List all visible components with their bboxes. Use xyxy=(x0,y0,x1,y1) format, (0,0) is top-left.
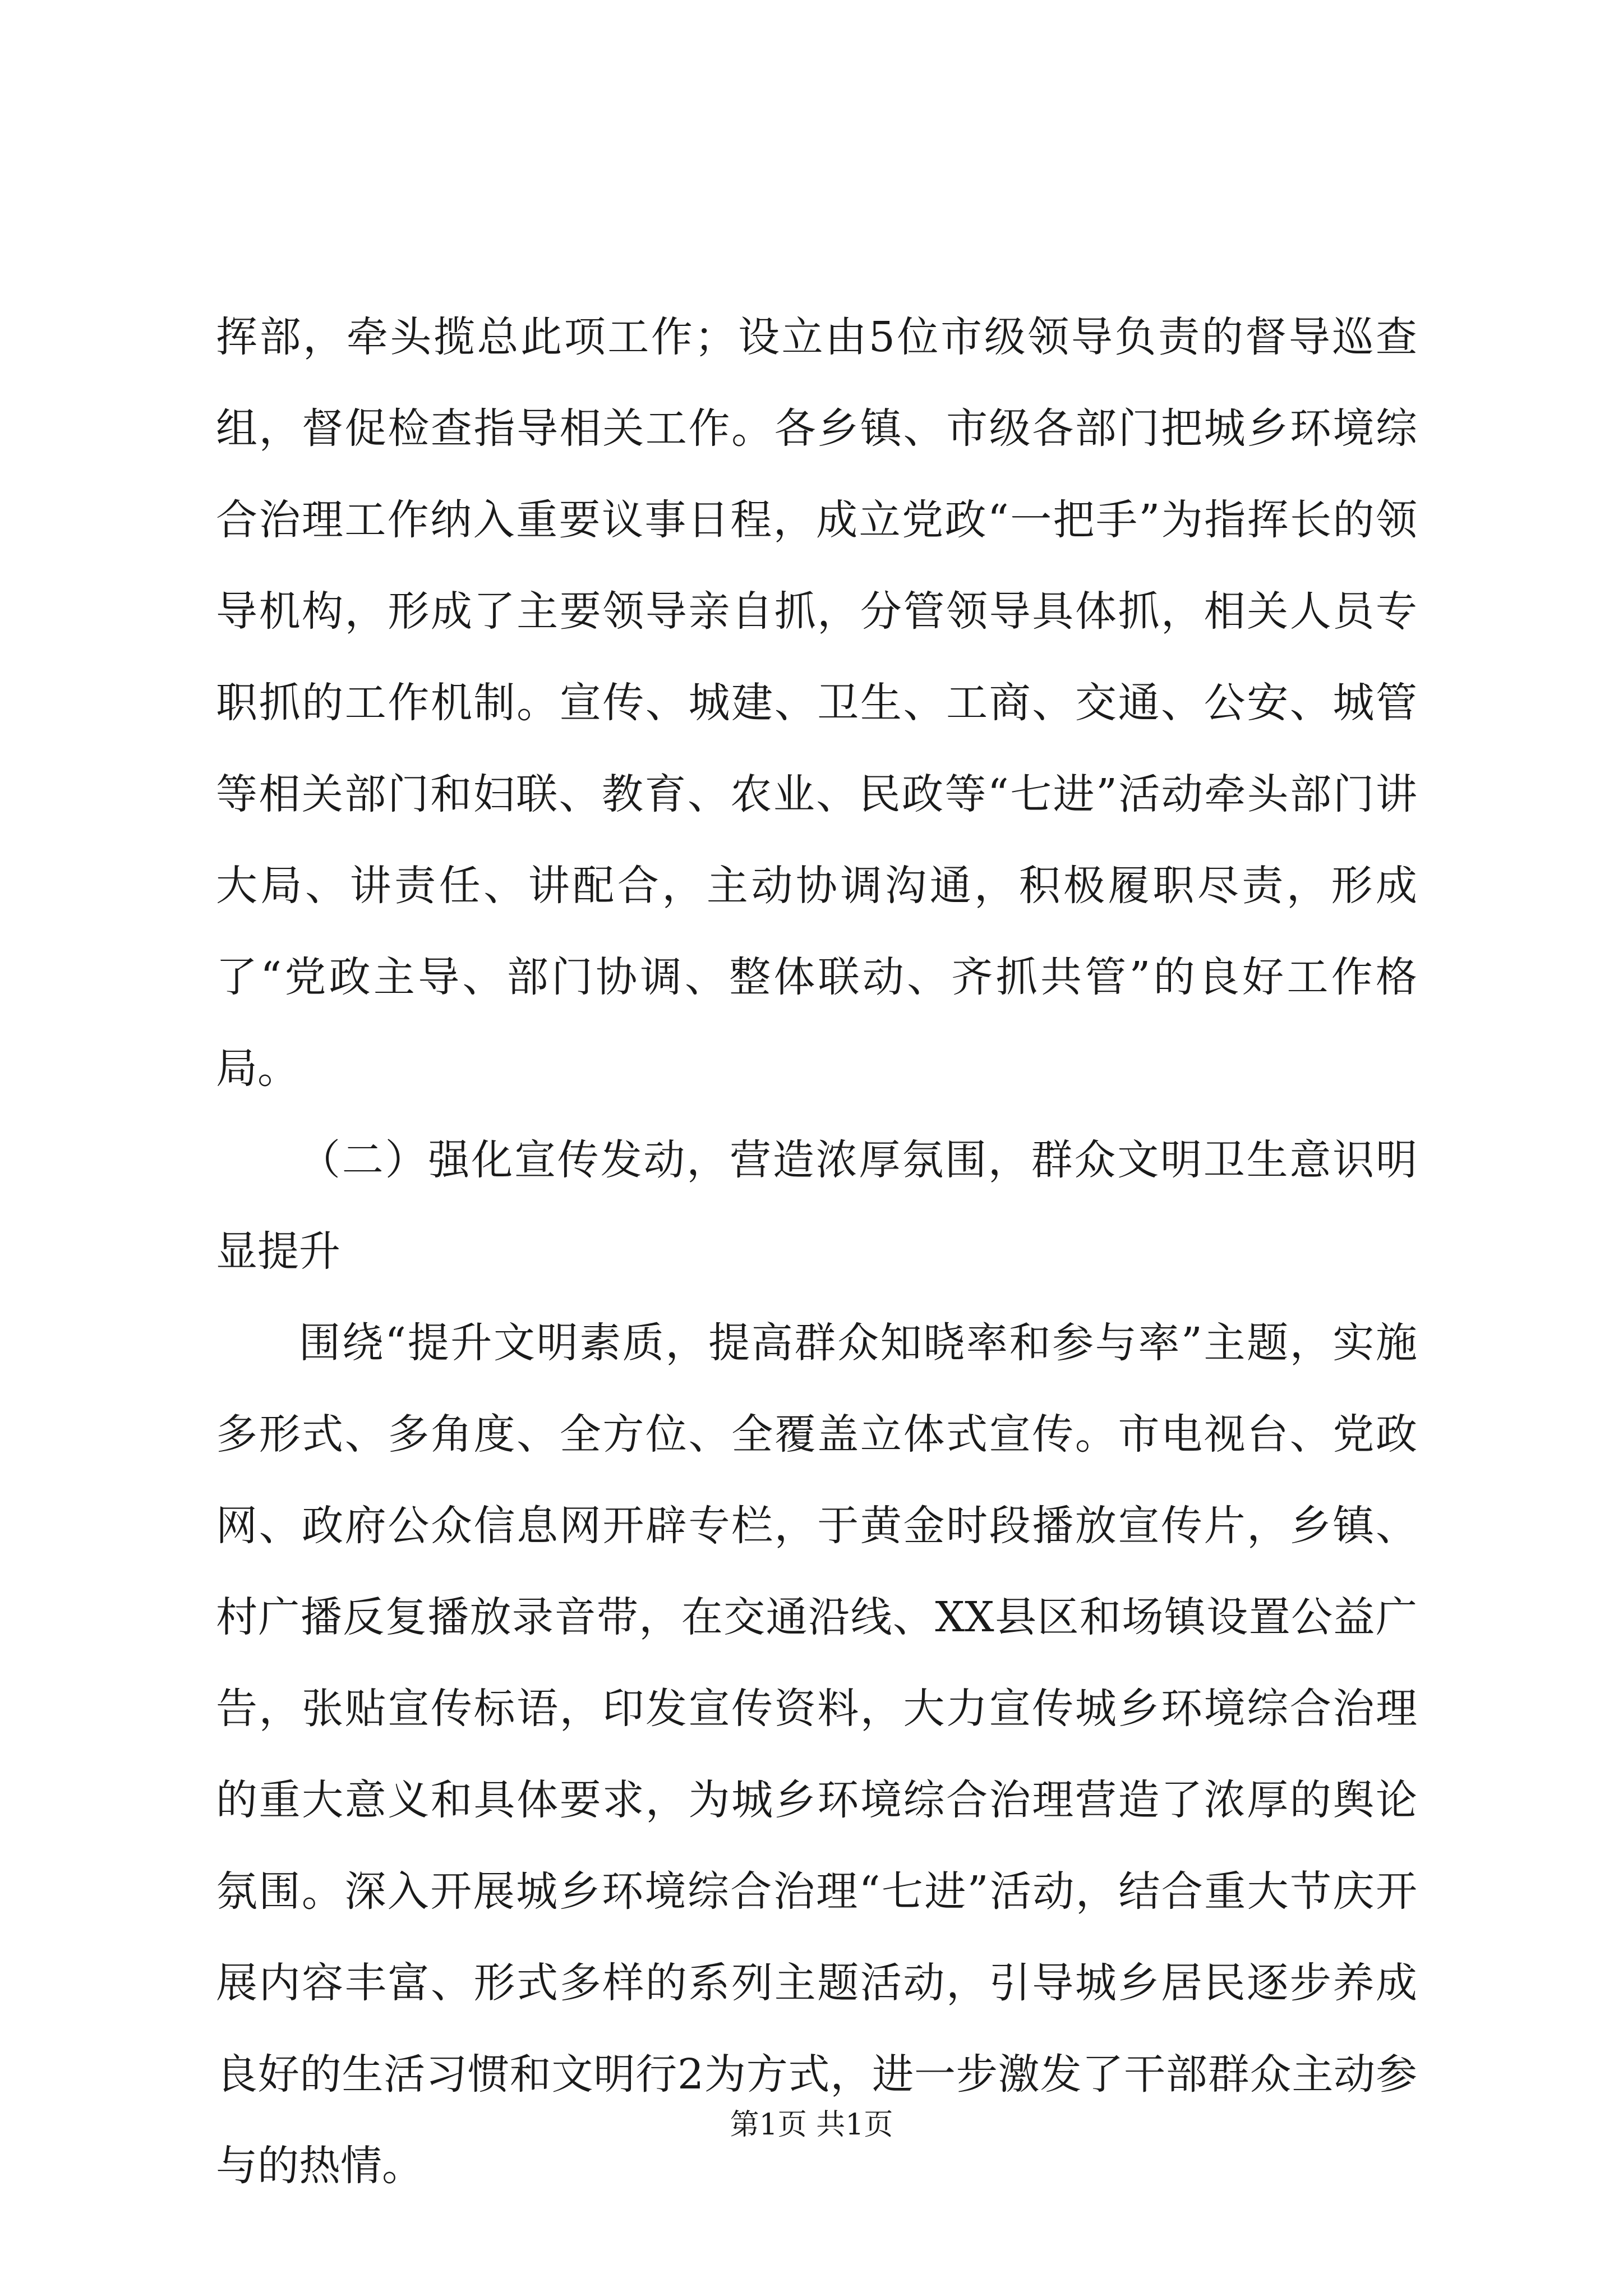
paragraph-continuation: 挥部，牵头揽总此项工作；设立由5位市级领导负责的督导巡查组，督促检查指导相关工作。各乡镇、市级各部门把城乡环境综合治理工作纳入重要议事日程，成立党政“一把手”为指挥长的领导机构，形成了主要领导亲自抓，分管领导具体抓，相关人员专职抓的工作机制。宣传、城建、卫生、工商、交通、公安、城管等相关部门和妇联、教育、农业、民政等“七进”活动牵头部门讲大局、讲责任、讲配合，主动协调沟通，积极履职尽责，形成了“党政主导、部门协调、整体联动、齐抓共管”的良好工作格局。 xyxy=(216,313,1417,1093)
page-footer: 第1页 共1页 xyxy=(730,2108,893,2142)
paragraph-publicity: 围绕“提升文明素质，提高群众知晓率和参与率”主题，实施多形式、多角度、全方位、全覆盖立体式宣传。市电视台、党政网、政府公众信息网开辟专栏，于黄金时段播放宣传片，乡镇、村广播反复播放录音带，在交通沿线、XX县区和场镇设置公益广告，张贴宣传标语，印发宣传资料，大力宣传城乡环境综合治理的重大意义和具体要求，为城乡环境综合治理营造了浓厚的舆论氛围。深入开展城乡环境综合治理“七进”活动，结合重大节庆开展内容丰富、形式多样的系列主题活动，引导城乡居民逐步养成良好的生活习惯和文明行2为方式，进一步激发了干部群众主动参与的热情。 xyxy=(216,1319,1417,2190)
document-body xyxy=(216,292,1417,2212)
section-heading: （二）强化宣传发动，营造浓厚氛围，群众文明卫生意识明显提升 xyxy=(216,1136,1417,1276)
